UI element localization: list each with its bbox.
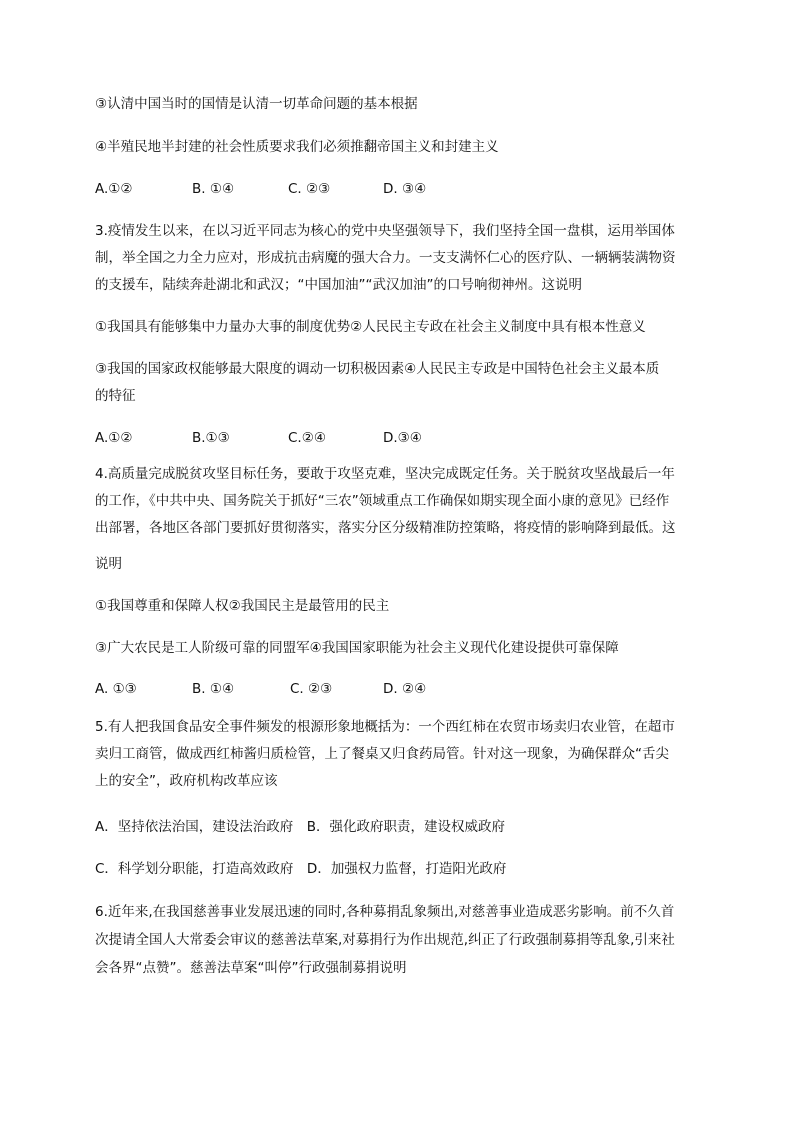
q3-option-d: D.③④ (383, 430, 422, 446)
q2-option-c: C. ②③ (288, 181, 331, 197)
q3-item34-line-1: ③我国的国家政权能够最大限度的调动一切积极因素④人民民主专政是中国特色社会主义最本质 (95, 361, 660, 377)
q5-stem-line-3: 上的安全”，政府机构改革应该 (95, 773, 278, 789)
q4-stem-line-1: 4.高质量完成脱贫攻坚目标任务，要敢于攻坚克难，坚决完成既定任务。关于脱贫攻坚战最后一年 (95, 466, 675, 482)
q2-option-b: B. ①④ (192, 181, 235, 197)
q6-stem-line-3: 会各界“点赞”。慈善法草案“叫停”行政强制募捐说明 (95, 960, 407, 976)
q2-option-a: A.①② (95, 181, 133, 197)
q4-item12-line: ①我国尊重和保障人权②我国民主是最管用的民主 (95, 598, 390, 614)
q4-option-c: C. ②③ (290, 681, 333, 697)
q4-stem-line-3: 出部署，各地区各部门要抓好贯彻落实，落实分区分级精准防控策略，将疫情的影响降到最低。这 (95, 520, 676, 536)
q5-stem-line-2: 卖归工商管，做成西红柿酱归质检管，上了餐桌又归食药局管。针对这一现象，为确保群众“舌尖 (95, 746, 669, 762)
q4-option-d: D. ②④ (383, 681, 427, 697)
q3-option-a: A.①② (95, 430, 133, 446)
q4-option-b: B. ①④ (192, 681, 235, 697)
q4-stem-line-4: 说明 (95, 556, 122, 572)
q3-option-c: C.②④ (288, 430, 326, 446)
q5-stem-line-1: 5.有人把我国食品安全事件频发的根源形象地概括为：一个西红柿在农贸市场卖归农业管，在超市 (95, 719, 675, 735)
q4-option-a: A. ①③ (95, 681, 137, 697)
q3-stem-line-1: 3.疫情发生以来，在以习近平同志为核心的党中央坚强领导下，我们坚持全国一盘棋，运用举国体 (95, 223, 675, 239)
q2-option-d: D. ③④ (383, 181, 427, 197)
q6-stem-line-2: 次提请全国人大常委会审议的慈善法草案,对募捐行为作出规范,纠正了行政强制募捐等乱象,引来社 (95, 932, 675, 948)
q5-options-ab-line: A．坚持依法治国，建设法治政府 B．强化政府职责，建设权威政府 (95, 819, 505, 835)
q4-item34-line: ③广大农民是工人阶级可靠的同盟军④我国国家职能为社会主义现代化建设提供可靠保障 (95, 640, 619, 656)
q3-stem-line-3: 的支援车，陆续奔赴湖北和武汉；“中国加油”“武汉加油”的口号响彻神州。这说明 (95, 277, 582, 293)
q6-stem-line-1: 6.近年来,在我国慈善事业发展迅速的同时,各种募捐乱象频出,对慈善事业造成恶劣影响。前不久首 (95, 904, 675, 920)
q5-options-cd-line: C．科学划分职能，打造高效政府 D．加强权力监督，打造阳光政府 (95, 861, 507, 877)
q2-item3-line: ③认清中国当时的国情是认清一切革命问题的基本根据 (95, 96, 418, 112)
q3-stem-line-2: 制，举全国之力全力应对，形成抗击病魔的强大合力。一支支满怀仁心的医疗队、一辆辆装满物资 (95, 250, 676, 266)
q2-item4-line: ④半殖民地半封建的社会性质要求我们必须推翻帝国主义和封建主义 (95, 139, 499, 155)
q3-item12-line: ①我国具有能够集中力量办大事的制度优势②人民民主专政在社会主义制度中具有根本性意义 (95, 319, 646, 335)
q3-option-b: B.①③ (192, 430, 230, 446)
q4-stem-line-2: 的工作，《中共中央、国务院关于抓好“三农”领域重点工作确保如期实现全面小康的意见》已经作 (95, 493, 670, 509)
q3-item34-line-2: 的特征 (95, 388, 136, 404)
